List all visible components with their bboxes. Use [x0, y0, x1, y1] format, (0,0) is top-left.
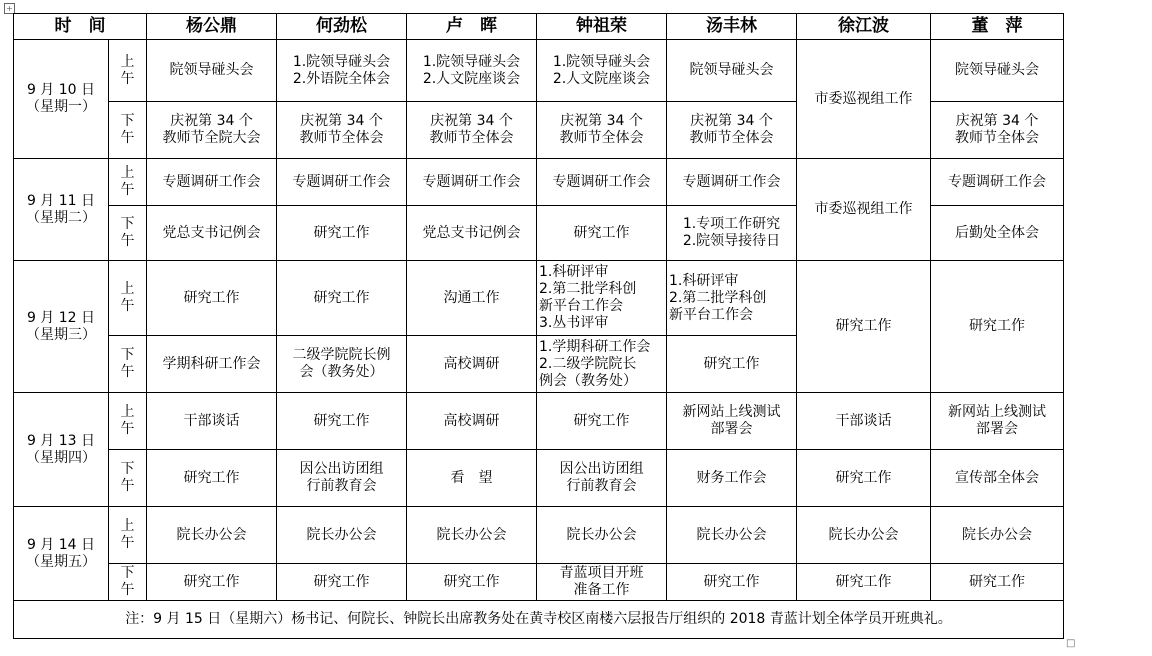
- cell: 专题调研工作会: [407, 159, 537, 206]
- day-date: 9 月 13 日: [26, 432, 96, 449]
- cell: 党总支书记例会: [407, 206, 537, 261]
- cell: 研究工作: [931, 564, 1064, 601]
- cell: 研究工作: [797, 261, 931, 393]
- day-date: 9 月 14 日: [26, 536, 96, 553]
- cell: 专题调研工作会: [277, 159, 407, 206]
- cell: 研究工作: [667, 336, 797, 393]
- header-row: [14, 14, 1064, 40]
- cell: 研究工作: [537, 393, 667, 450]
- cell: 新网站上线测试 部署会: [931, 393, 1064, 450]
- cell: 沟通工作: [407, 261, 537, 336]
- cell: 因公出访团组 行前教育会: [537, 450, 667, 507]
- note-cell: [14, 601, 1064, 639]
- cell: 高校调研: [407, 393, 537, 450]
- cell: 研究工作: [277, 393, 407, 450]
- cell: 青蓝项目开班 准备工作: [537, 564, 667, 601]
- cell: 1.院领导碰头会 2.人文院座谈会: [407, 40, 537, 102]
- half-am: 上 午: [109, 159, 147, 206]
- cell: 院领导碰头会: [147, 40, 277, 102]
- table-row: [14, 261, 1064, 336]
- header-person: 何劲松: [277, 14, 407, 40]
- half-pm: 下 午: [109, 450, 147, 507]
- cell: 研究工作: [277, 564, 407, 601]
- cell: 研究工作: [667, 564, 797, 601]
- day-date: 9 月 12 日: [26, 309, 96, 326]
- header-person: 徐江波: [797, 14, 931, 40]
- cell: 院领导碰头会: [931, 40, 1064, 102]
- header-person: 钟祖荣: [537, 14, 667, 40]
- cell: 党总支书记例会: [147, 206, 277, 261]
- day-date: 9 月 11 日: [26, 192, 96, 209]
- cell: 研究工作: [277, 261, 407, 336]
- half-pm: 下 午: [109, 206, 147, 261]
- cell: 庆祝第 34 个 教师节全体会: [407, 102, 537, 159]
- cell: 研究工作: [407, 564, 537, 601]
- cell: 研究工作: [147, 450, 277, 507]
- cell: 看 望: [407, 450, 537, 507]
- day-cell: [14, 261, 109, 393]
- table-resize-handle-icon[interactable]: □: [1066, 638, 1076, 649]
- cell: 1.学期科研工作会 2.二级学院院长 例会（教务处）: [537, 336, 667, 393]
- cell: 院长办公会: [147, 507, 277, 564]
- cell: 庆祝第 34 个 教师节全体会: [537, 102, 667, 159]
- header-person: 汤丰林: [667, 14, 797, 40]
- day-cell: [14, 393, 109, 507]
- table-row: [14, 507, 1064, 564]
- table-row: [14, 40, 1064, 102]
- cell: 研究工作: [147, 261, 277, 336]
- day-date: 9 月 10 日: [26, 82, 96, 98]
- cell: 院长办公会: [797, 507, 931, 564]
- half-am: 上 午: [109, 393, 147, 450]
- day-weekday: （星期四）: [26, 449, 96, 466]
- cell: 专题调研工作会: [537, 159, 667, 206]
- cell: 财务工作会: [667, 450, 797, 507]
- cell: 院长办公会: [277, 507, 407, 564]
- cell: 宣传部全体会: [931, 450, 1064, 507]
- cell: 学期科研工作会: [147, 336, 277, 393]
- cell: 二级学院院长例 会（教务处）: [277, 336, 407, 393]
- cell: 1.科研评审 2.第二批学科创 新平台工作会: [667, 261, 797, 336]
- header-person: 杨公鼎: [147, 14, 277, 40]
- cell: 1.院领导碰头会 2.外语院全体会: [277, 40, 407, 102]
- half-pm: 下 午: [109, 102, 147, 159]
- header-time: 时 间: [14, 14, 147, 40]
- cell: 庆祝第 34 个 教师节全体会: [667, 102, 797, 159]
- day-weekday: （星期五）: [26, 553, 96, 570]
- cell: 研究工作: [537, 206, 667, 261]
- cell: 高校调研: [407, 336, 537, 393]
- cell: 专题调研工作会: [147, 159, 277, 206]
- cell: 庆祝第 34 个 教师节全院大会: [147, 102, 277, 159]
- cell: 研究工作: [147, 564, 277, 601]
- cell: 研究工作: [277, 206, 407, 261]
- cell: 专题调研工作会: [931, 159, 1064, 206]
- header-person: 董 萍: [931, 14, 1064, 40]
- schedule-table: [13, 13, 1064, 639]
- half-am: 上 午: [109, 261, 147, 336]
- cell: 院长办公会: [407, 507, 537, 564]
- cell: 市委巡视组工作: [797, 40, 931, 159]
- cell: 院长办公会: [931, 507, 1064, 564]
- day-weekday: （星期一）: [26, 99, 96, 115]
- table-row: [14, 564, 1064, 601]
- cell: 庆祝第 34 个 教师节全体会: [277, 102, 407, 159]
- cell: 1.科研评审 2.第二批学科创 新平台工作会 3.丛书评审: [537, 261, 667, 336]
- note-row: [14, 601, 1064, 639]
- cell: 院长办公会: [667, 507, 797, 564]
- cell: 庆祝第 34 个 教师节全体会: [931, 102, 1064, 159]
- cell: 专题调研工作会: [667, 159, 797, 206]
- half-am: 上 午: [109, 507, 147, 564]
- table-row: [14, 450, 1064, 507]
- header-person: 卢 晖: [407, 14, 537, 40]
- cell: 市委巡视组工作: [797, 159, 931, 261]
- table-row: [14, 393, 1064, 450]
- day-cell: [14, 507, 109, 601]
- cell: 新网站上线测试 部署会: [667, 393, 797, 450]
- day-cell: [14, 40, 109, 159]
- cell: 后勤处全体会: [931, 206, 1064, 261]
- cell: 1.院领导碰头会 2.人文院座谈会: [537, 40, 667, 102]
- cell: 干部谈话: [797, 393, 931, 450]
- half-pm: 下 午: [109, 564, 147, 601]
- cell: 研究工作: [797, 450, 931, 507]
- cell: 研究工作: [931, 261, 1064, 393]
- day-cell: [14, 159, 109, 261]
- cell: 院领导碰头会: [667, 40, 797, 102]
- day-weekday: （星期二）: [26, 209, 96, 226]
- cell: 研究工作: [797, 564, 931, 601]
- day-weekday: （星期三）: [26, 326, 96, 343]
- cell: 1.专项工作研究 2.院领导接待日: [667, 206, 797, 261]
- table-row: [14, 159, 1064, 206]
- note-text: 注：9 月 15 日（星期六）杨书记、何院长、钟院长出席教务处在黄寺校区南楼六层报告厅组织的 2018 青蓝计划全体学员开班典礼。: [125, 611, 952, 627]
- cell: 院长办公会: [537, 507, 667, 564]
- cell: 因公出访团组 行前教育会: [277, 450, 407, 507]
- half-am: 上 午: [109, 40, 147, 102]
- cell: 干部谈话: [147, 393, 277, 450]
- table-move-handle-icon[interactable]: +: [4, 3, 15, 14]
- half-pm: 下 午: [109, 336, 147, 393]
